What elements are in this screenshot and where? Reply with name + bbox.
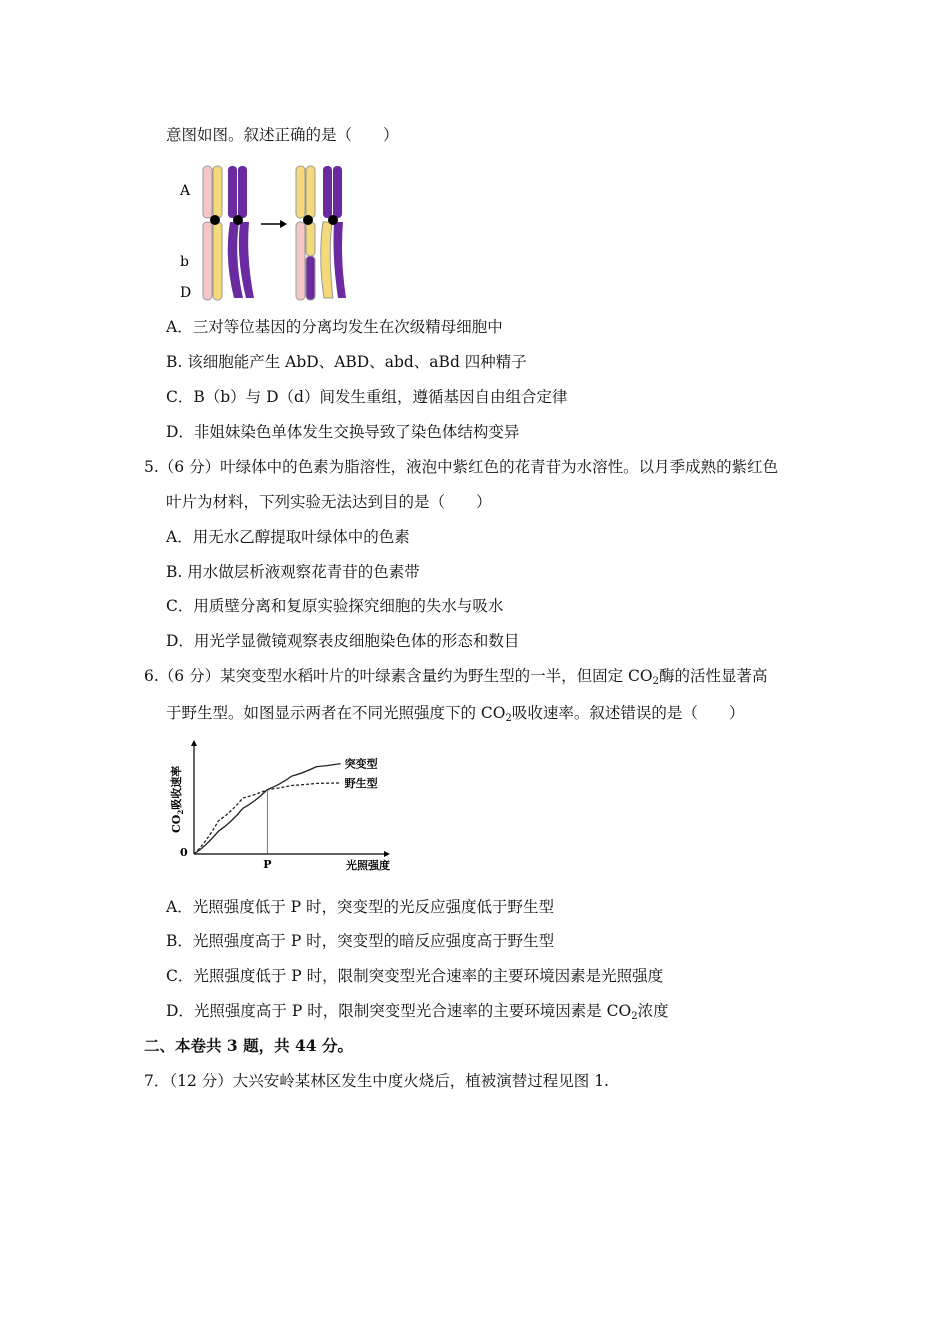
q4-option-a: A．三对等位基因的分离均发生在次级精母细胞中 (166, 318, 503, 336)
co2-uptake-chart (168, 738, 408, 874)
p-marker-label: P (263, 858, 272, 871)
x-axis-label: 光照强度 (346, 859, 390, 872)
y-axis-label-b: 吸收速率 (170, 765, 183, 810)
arrow-icon (261, 220, 287, 228)
chromosome-figure (168, 158, 368, 306)
section-2-heading: 二、本卷共 3 题，共 44 分。 (144, 1036, 353, 1055)
q6-option-d: D．光照强度高于 P 时，限制突变型光合速率的主要环境因素是 $CO_2$浓度 (166, 1002, 669, 1022)
q5-stem-line1: 5.（6 分）叶绿体中的色素为脂溶性，液泡中紫红色的花青苷为水溶性。以月季成熟的紫红色 (144, 458, 779, 476)
x-axis-arrow-icon (384, 851, 390, 857)
centromere-left-1 (210, 215, 220, 225)
centromere-right-1 (303, 215, 313, 225)
gene-label-a: A (180, 183, 191, 199)
q6-option-b: B．光照强度高于 P 时，突变型的暗反应强度高于野生型 (166, 932, 555, 950)
chromosome-purple-left (228, 166, 254, 298)
gene-label-d: D (180, 285, 192, 301)
legend-mutant: 突变型 (344, 757, 378, 771)
q6-stem-line2: 于野生型。如图显示两者在不同光照强度下的 $CO_2$吸收速率。叙述错误的是（ ） (166, 704, 745, 724)
y-axis-label (169, 766, 185, 833)
chromosome-purple-right (321, 166, 346, 298)
chromosome-light-right (296, 166, 315, 300)
q7-stem: 7．（12 分）大兴安岭某林区发生中度火烧后，植被演替过程见图 1. (144, 1072, 609, 1090)
q4-stem-tail: 意图如图。叙述正确的是（ ） (166, 126, 399, 144)
y-axis-label-a: CO (170, 814, 183, 833)
y-axis-label-sub: 2 (176, 809, 185, 815)
q4-option-d: D．非姐妹染色单体发生交换导致了染色体结构变异 (166, 423, 520, 441)
q6-option-c: C．光照强度低于 P 时，限制突变型光合速率的主要环境因素是光照强度 (166, 967, 664, 985)
gene-label-b: b (180, 254, 189, 270)
q5-option-d: D．用光学显微镜观察表皮细胞染色体的形态和数目 (166, 632, 520, 650)
q4-option-b: B. 该细胞能产生 AbD、ABD、abd、aBd 四种精子 (166, 353, 527, 371)
q5-option-b: B. 用水做层析液观察花青苷的色素带 (166, 563, 420, 581)
chromosome-light-left (203, 166, 222, 300)
legend-wild-type: 野生型 (344, 776, 378, 790)
centromere-left-2 (233, 215, 243, 225)
svg-text:CO2吸收速率 (169, 766, 185, 833)
q5-option-c: C．用质壁分离和复原实验探究细胞的失水与吸水 (166, 597, 504, 615)
q5-stem-line2: 叶片为材料，下列实验无法达到目的是（ ） (166, 493, 492, 511)
q5-option-a: A．用无水乙醇提取叶绿体中的色素 (166, 528, 410, 546)
q6-stem-line1: 6.（6 分）某突变型水稻叶片的叶绿素含量约为野生型的一半，但固定 $CO_2$酶的活性显著高 (144, 667, 768, 687)
origin-label: 0 (180, 846, 188, 859)
q6-option-a: A．光照强度低于 P 时，突变型的光反应强度低于野生型 (166, 898, 554, 916)
y-axis-arrow-icon (191, 740, 197, 746)
centromere-right-2 (328, 215, 338, 225)
q4-option-c: C．B（b）与 D（d）间发生重组，遵循基因自由组合定律 (166, 388, 568, 406)
